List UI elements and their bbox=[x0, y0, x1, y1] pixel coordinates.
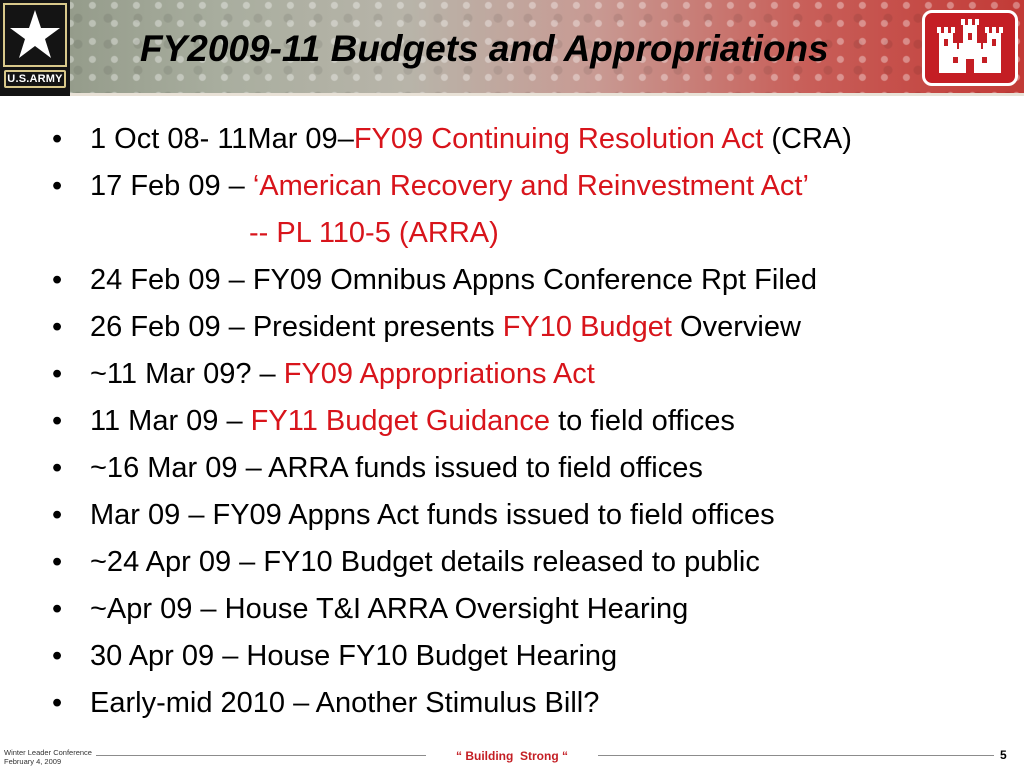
bullet-text: 1 Oct 08- 11Mar 09– bbox=[90, 123, 354, 155]
bullet-text: Overview bbox=[672, 311, 801, 343]
bullet-marker: • bbox=[52, 499, 63, 531]
bullet-text: Mar 09 – FY09 Appns Act funds issued to field offices bbox=[90, 499, 775, 531]
bullet-marker: • bbox=[52, 311, 63, 343]
bullet-highlight-text: FY09 Appropriations Act bbox=[283, 358, 595, 390]
bullet-highlight-text: FY10 Budget bbox=[502, 311, 672, 343]
bullet-item bbox=[52, 398, 852, 445]
footer-date: February 4, 2009 bbox=[4, 757, 62, 766]
page-number: 5 bbox=[1000, 748, 1007, 762]
bullet-highlight-text: -- PL 110-5 (ARRA) bbox=[249, 217, 499, 249]
footer-conference-info bbox=[4, 748, 92, 766]
bullet-text: 26 Feb 09 – President presents bbox=[90, 311, 503, 343]
bullet-text: Early-mid 2010 – Another Stimulus Bill? bbox=[90, 687, 600, 719]
bullet-marker: • bbox=[52, 170, 63, 202]
bullet-item bbox=[52, 680, 852, 727]
bullet-text: ~16 Mar 09 – ARRA funds issued to field offices bbox=[90, 452, 703, 484]
bullet-item bbox=[52, 445, 852, 492]
bullet-text: 30 Apr 09 – House FY10 Budget Hearing bbox=[90, 640, 618, 672]
bullet-highlight-text: ‘American Recovery and Reinvestment Act’ bbox=[252, 170, 809, 202]
bullet-item bbox=[52, 492, 852, 539]
bullet-text: 17 Feb 09 – bbox=[90, 170, 253, 202]
bullet-marker: • bbox=[52, 640, 63, 672]
bullet-list bbox=[52, 116, 852, 727]
bullet-highlight-text: FY11 Budget Guidance bbox=[250, 405, 551, 437]
bullet-text: ~11 Mar 09? – bbox=[90, 358, 284, 390]
bullet-text: 11 Mar 09 – bbox=[90, 405, 251, 437]
bullet-marker: • bbox=[52, 687, 63, 719]
bullet-marker: • bbox=[52, 405, 63, 437]
footer-divider-left bbox=[96, 755, 426, 756]
bullet-text: ~Apr 09 – House T&I ARRA Oversight Hearing bbox=[90, 593, 689, 625]
bullet-item bbox=[52, 351, 852, 398]
bullet-item bbox=[52, 586, 852, 633]
bullet-item bbox=[52, 633, 852, 680]
bullet-highlight-text: FY09 Continuing Resolution Act bbox=[353, 123, 764, 155]
bullet-marker: • bbox=[52, 593, 63, 625]
footer-divider-right bbox=[598, 755, 994, 756]
bullet-item bbox=[52, 539, 852, 586]
slide-header bbox=[0, 0, 1024, 96]
slide-title: FY2009-11 Budgets and Appropriations bbox=[140, 28, 829, 69]
bullet-marker: • bbox=[52, 123, 63, 155]
bullet-text: to field offices bbox=[550, 405, 735, 437]
bullet-marker: • bbox=[52, 452, 63, 484]
castle-logo bbox=[922, 10, 1018, 86]
footer-slogan: “ Building Strong “ bbox=[456, 749, 568, 763]
bullet-text: ~24 Apr 09 – FY10 Budget details released to public bbox=[90, 546, 760, 578]
castle-icon bbox=[933, 19, 1007, 77]
bullet-marker: • bbox=[52, 358, 63, 390]
bullet-item bbox=[52, 116, 852, 163]
bullet-text: (CRA) bbox=[763, 123, 852, 155]
army-logo-text: U.S.ARMY bbox=[4, 70, 66, 88]
footer-conference: Winter Leader Conference bbox=[4, 748, 92, 757]
army-logo bbox=[0, 0, 70, 96]
bullet-marker: • bbox=[52, 264, 63, 296]
bullet-item bbox=[52, 304, 852, 351]
bullet-item bbox=[52, 257, 852, 304]
bullet-item bbox=[52, 163, 852, 210]
bullet-item bbox=[52, 210, 852, 257]
bullet-text: 24 Feb 09 – FY09 Omnibus Appns Conference Rpt Filed bbox=[90, 264, 818, 296]
army-star-icon bbox=[0, 0, 70, 70]
bullet-marker: • bbox=[52, 546, 63, 578]
